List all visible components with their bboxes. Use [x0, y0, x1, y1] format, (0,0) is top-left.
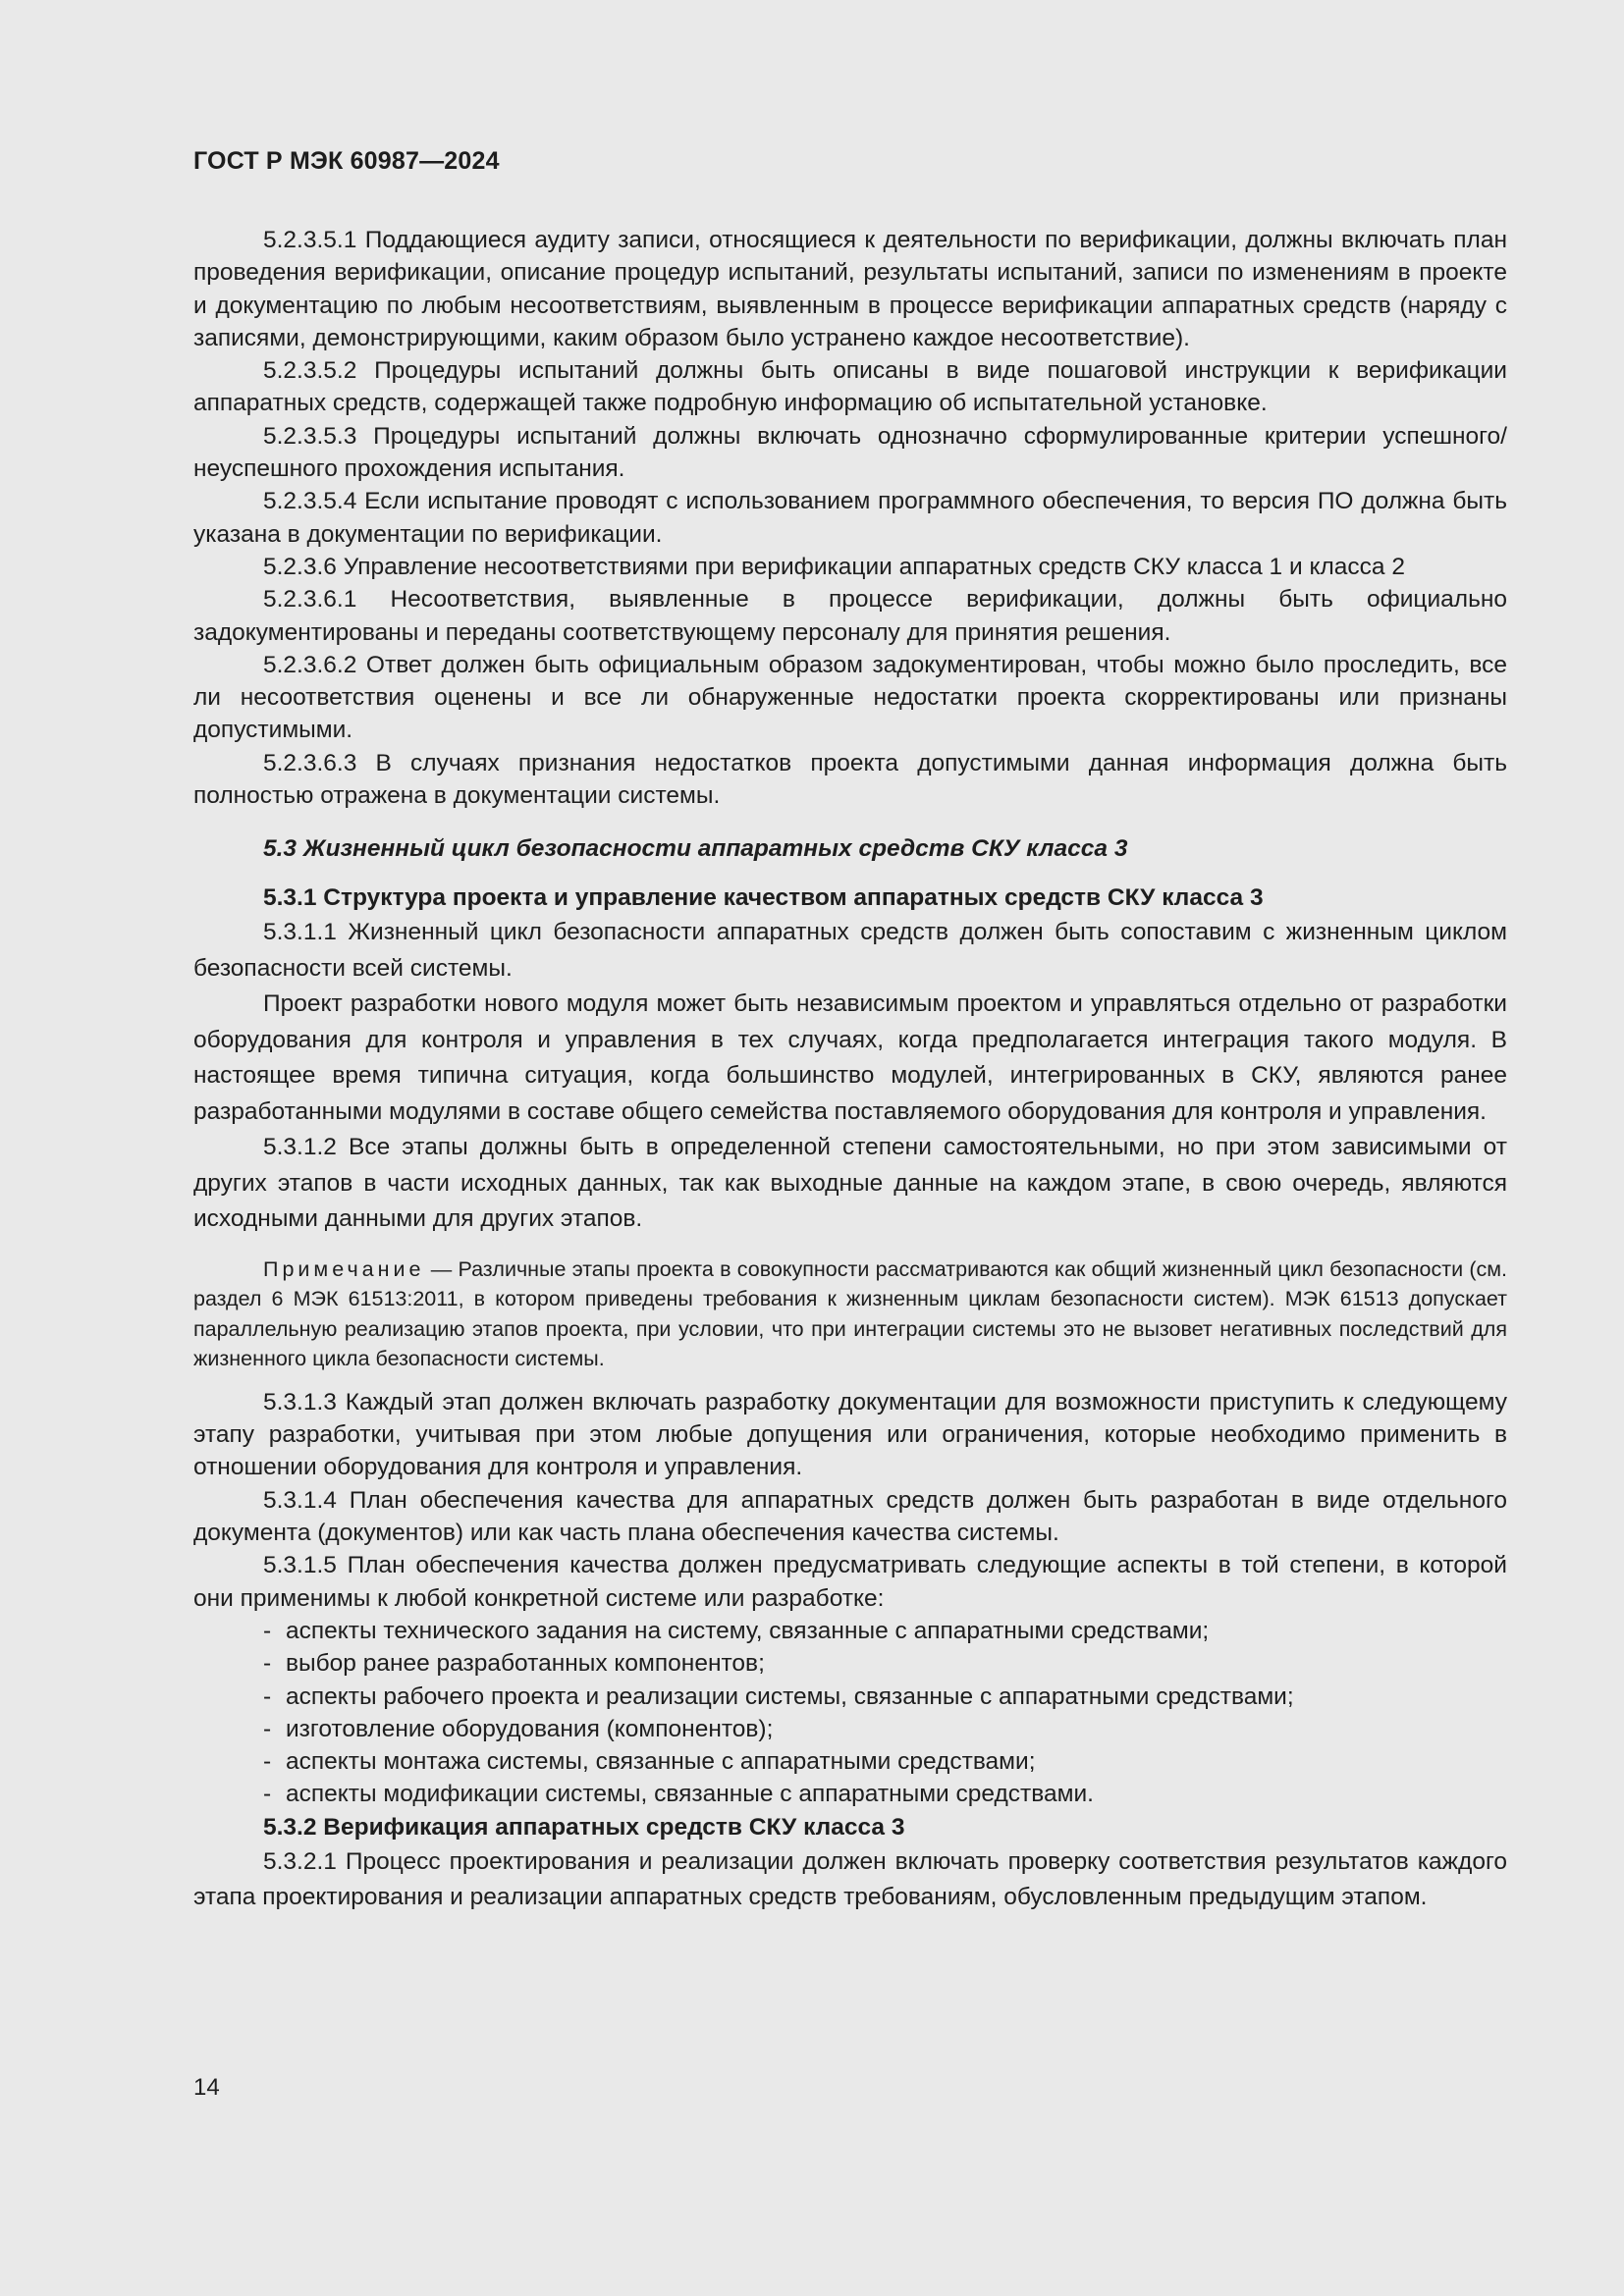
paragraph-5-3-2-1: 5.3.2.1 Процесс проектирования и реализации должен включать проверку соответствия результатов каждого этапа проектирования и реализации аппаратных средств требованиям, обусловленным предыдущим этапом. [193, 1847, 1507, 1911]
paragraph-5-3-1-5: 5.3.1.5 План обеспечения качества должен предусматривать следующие аспекты в той степени, в которой они применимы к любой конкретной системе или разработке: [193, 1552, 1507, 1612]
page-number: 14 [193, 2074, 220, 2101]
paragraph-5-3-1-4: 5.3.1.4 План обеспечения качества для аппаратных средств должен быть разработан в виде отдельного документа (документов) или как часть плана обеспечения качества системы. [193, 1486, 1507, 1547]
note-text: — Различные этапы проекта в совокупности рассматриваются как общий жизненный цикл безопасности (см. раздел 6 МЭК 61513:2011, в котором приведены требования к жизненным циклам безопасности систем). МЭК 61513 допускает параллельную реализацию этапов проекта, при условии, что при интеграции системы это не вызовет негативных последствий для жизненного цикла безопасности системы. [193, 1256, 1507, 1371]
list-item [263, 1615, 1507, 1647]
list-dash: - [263, 1682, 272, 1710]
paragraph-5-2-3-5-3: 5.2.3.5.3 Процедуры испытаний должны включать однозначно сформулированные критерии успешного/неуспешного прохождения испытания. [193, 422, 1507, 483]
section-heading-5-3: 5.3 Жизненный цикл безопасности аппаратных средств СКУ класса 3 [263, 835, 1128, 863]
list-dash: - [263, 1617, 272, 1644]
list-item-text: изготовление оборудования (компонентов); [286, 1715, 774, 1742]
document-body [193, 224, 1507, 1916]
paragraph-5-2-3-5-2: 5.2.3.5.2 Процедуры испытаний должны быть описаны в виде пошаговой инструкции к верификации аппаратных средств, содержащей также подробную информацию об испытательной установке. [193, 357, 1507, 417]
document-header: ГОСТ Р МЭК 60987—2024 [193, 147, 500, 175]
paragraph-5-3-1-2: 5.3.1.2 Все этапы должны быть в определенной степени самостоятельными, но при этом зависимыми от других этапов в части исходных данных, так как выходные данные на каждом этапе, в свою очередь, являются исходными данными для других этапов. [193, 1134, 1507, 1233]
list-item [263, 1647, 1507, 1680]
list-item-text: аспекты рабочего проекта и реализации системы, связанные с аппаратными средствами; [286, 1682, 1294, 1710]
paragraph-5-3-1-3: 5.3.1.3 Каждый этап должен включать разработку документации для возможности приступить к следующему этапу разработки, учитывая при этом любые допущения или ограничения, которые необходимо применить в отношении оборудования для контроля и управления. [193, 1388, 1507, 1481]
aspects-list [193, 1615, 1507, 1811]
section-heading-5-3-2: 5.3.2 Верификация аппаратных средств СКУ класса 3 [263, 1813, 905, 1841]
list-dash: - [263, 1650, 272, 1678]
paragraph-5-3-1-1: 5.3.1.1 Жизненный цикл безопасности аппаратных средств должен быть сопоставим с жизненным циклом безопасности всей системы. [193, 919, 1507, 982]
paragraph-5-2-3-5-4: 5.2.3.5.4 Если испытание проводят с использованием программного обеспечения, то версия ПО должна быть указана в документации по верификации. [193, 488, 1507, 548]
list-item [263, 1681, 1507, 1713]
list-item-text: аспекты монтажа системы, связанные с аппаратными средствами; [286, 1748, 1036, 1776]
list-item-text: выбор ранее разработанных компонентов; [286, 1650, 765, 1678]
note-label: Примечание [263, 1256, 425, 1281]
list-item [263, 1745, 1507, 1778]
note-block [193, 1255, 1507, 1374]
section-heading-5-3-1: 5.3.1 Структура проекта и управление качеством аппаратных средств СКУ класса 3 [263, 884, 1264, 912]
list-item [263, 1713, 1507, 1745]
list-dash: - [263, 1715, 272, 1742]
list-item-text: аспекты технического задания на систему, связанные с аппаратными средствами; [286, 1617, 1210, 1644]
list-dash: - [263, 1781, 272, 1808]
paragraph-5-2-3-6-2: 5.2.3.6.2 Ответ должен быть официальным образом задокументирован, чтобы можно было проследить, все ли несоответствия оценены и все ли обнаруженные недостатки проекта скорректированы или признаны допустимыми. [193, 651, 1507, 744]
paragraph-5-2-3-6-1: 5.2.3.6.1 Несоответствия, выявленные в процессе верификации, должны быть официально задокументированы и переданы соответствующему персоналу для принятия решения. [193, 586, 1507, 646]
paragraph-5-2-3-6-3: 5.2.3.6.3 В случаях признания недостатков проекта допустимыми данная информация должна быть полностью отражена в документации системы. [193, 749, 1507, 810]
list-item [263, 1778, 1507, 1810]
list-item-text: аспекты модификации системы, связанные с аппаратными средствами. [286, 1781, 1094, 1808]
paragraph-5-3-1-1-continued: Проект разработки нового модуля может быть независимым проектом и управляться отдельно от разработки оборудования для контроля и управления в тех случаях, когда предполагается интеграция такого модуля. В настоящее время типична ситуация, когда большинство модулей, интегрированных в СКУ, являются ранее разработанными модулями в составе общего семейства поставляемого оборудования для контроля и управления. [193, 990, 1507, 1125]
paragraph-5-2-3-5-1: 5.2.3.5.1 Поддающиеся аудиту записи, относящиеся к деятельности по верификации, должны включать план проведения верификации, описание процедур испытаний, результаты испытаний, записи по изменениям в проекте и документацию по любым несоответствиям, выявленным в процессе верификации аппаратных средств (наряду с записями, демонстрирующими, каким образом было устранено каждое несоответствие). [193, 227, 1507, 351]
list-dash: - [263, 1748, 272, 1776]
paragraph-5-2-3-6: 5.2.3.6 Управление несоответствиями при верификации аппаратных средств СКУ класса 1 и класса 2 [263, 553, 1405, 580]
